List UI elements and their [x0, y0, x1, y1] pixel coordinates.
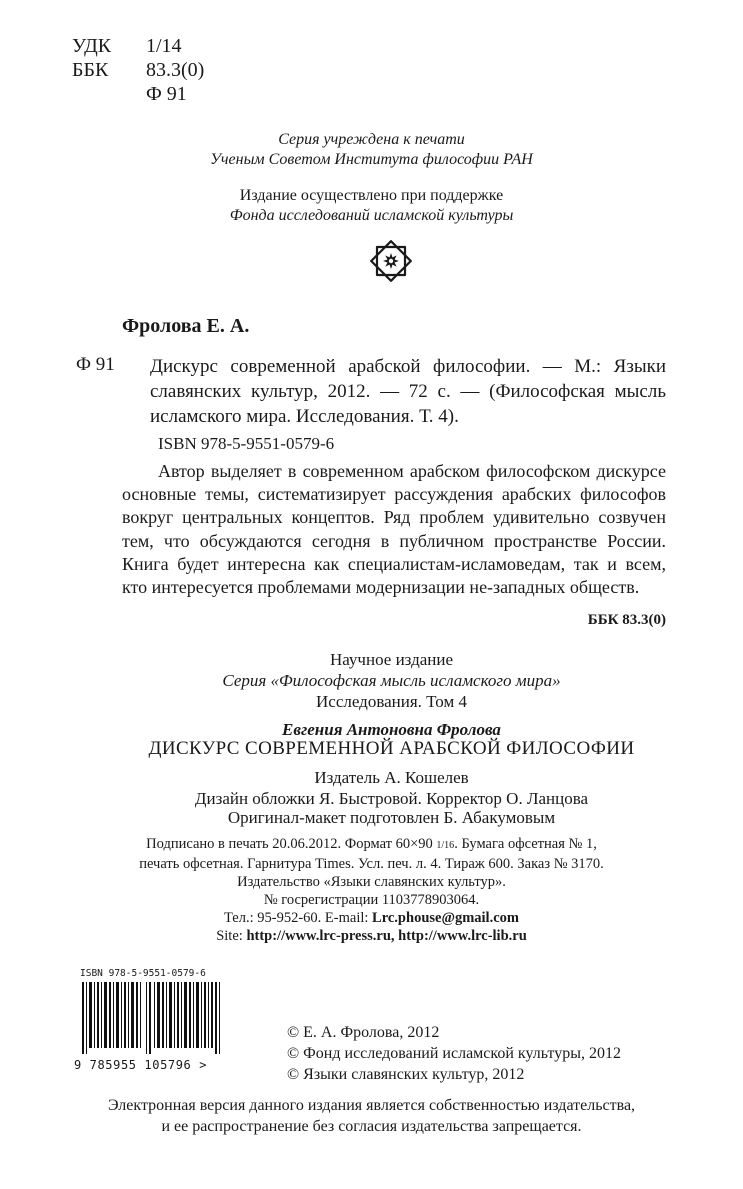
- series-note-line1: Серия учреждена к печати: [278, 131, 465, 148]
- support-note-line1: Издание осуществлено при поддержке: [239, 187, 504, 204]
- copyright-foundation: © Фонд исследований исламской культуры, 2012: [287, 1045, 621, 1062]
- site-link-press[interactable]: http://www.lrc-press.ru: [246, 928, 391, 944]
- email-link[interactable]: Lrc.phouse@gmail.com: [372, 910, 519, 926]
- technical-line2: печать офсетная. Гарнитура Times. Усл. печ. л. 4. Тираж 600. Заказ № 3170.: [139, 856, 604, 872]
- format-fraction: 1/16: [436, 840, 455, 851]
- technical-line1: [0, 835, 743, 855]
- barcode-icon: [80, 982, 222, 1054]
- udk-label: УДК: [72, 35, 112, 57]
- bbk-footer: ББК 83.3(0): [587, 612, 666, 628]
- site-link-lib[interactable]: http://www.lrc-lib.ru: [398, 928, 527, 944]
- series-note: [0, 130, 743, 170]
- phone-email-label: Тел.: 95-952-60. E-mail:: [224, 910, 373, 926]
- technical-line1-pre: Подписано в печать 20.06.2012. Формат 60×90: [146, 836, 433, 852]
- support-note: [0, 186, 743, 226]
- site-separator: ,: [390, 928, 399, 944]
- copyright-author: © Е. А. Фролова, 2012: [287, 1024, 440, 1041]
- author-heading: Фролова Е. А.: [122, 315, 250, 337]
- copyright-publisher: © Языки славянских культур, 2012: [287, 1066, 525, 1083]
- technical-sites: [0, 927, 743, 945]
- technical-line1-post: . Бумага офсетная № 1,: [454, 836, 597, 852]
- technical-line4: № госрегистрации 1103778903064.: [263, 892, 480, 908]
- udk-value: 1/14: [146, 35, 182, 57]
- author-mark-label: [72, 82, 146, 106]
- imprint-subseries: Исследования. Том 4: [316, 692, 467, 711]
- technical-line3: Издательство «Языки славянских культур».: [237, 874, 506, 890]
- imprint-design: Дизайн обложки Я. Быстровой. Корректор О. Ланцова: [194, 789, 589, 808]
- udk-row: [72, 34, 204, 58]
- imprint-layout: Оригинал-макет подготовлен Б. Абакумовым: [227, 808, 556, 827]
- imprint-publisher: Издатель А. Кошелев: [314, 768, 469, 787]
- classification-block: [72, 34, 204, 106]
- footer-line1: Электронная версия данного издания является собственностью издательства,: [107, 1097, 636, 1114]
- footer-notice: [0, 1095, 743, 1137]
- support-note-line2: Фонда исследований исламской культуры: [229, 207, 514, 224]
- bbk-row: [72, 58, 204, 82]
- copyright-block: [287, 1022, 621, 1085]
- footer-line2: и ее распространение без согласия издательства запрещается.: [161, 1118, 582, 1135]
- site-label: Site:: [216, 928, 247, 944]
- bibliographic-record: Дискурс современной арабской философии. — М.: Языки славянских культур, 2012. — 72 с. — (Философская мысль исламского мира. Исследования. Т. 4).: [150, 356, 666, 427]
- technical-contacts: [0, 909, 743, 927]
- eight-point-star-icon: [368, 238, 414, 284]
- imprint-type: Научное издание: [329, 650, 454, 669]
- catalog-code: Ф 91: [76, 354, 115, 375]
- annotation: Автор выделяет в современном арабском философском дискурсе основные темы, систематизирует рассуждения арабских философов вокруг центральных концептов. Ряд проблем удивительно созвучен тем, что обсуждаются сегодня в публичном пространстве России. Книга будет интересна как специалистам-исламоведам, так и всем, кто интересуется проблемами модернизации не-западных обществ.: [122, 461, 666, 598]
- barcode-digits: 9 785955 105796 >: [74, 1058, 208, 1072]
- barcode-isbn-text: ISBN 978-5-9551-0579-6: [80, 968, 206, 979]
- bbk-label: ББК: [72, 59, 109, 81]
- imprint-title: ДИСКУРС СОВРЕМЕННОЙ АРАБСКОЙ ФИЛОСОФИИ: [148, 738, 635, 759]
- imprint-author: Евгения Антоновна Фролова: [282, 720, 501, 739]
- bbk-value: 83.3(0): [146, 59, 205, 81]
- technical-block: [0, 835, 743, 945]
- author-mark-row: [72, 82, 204, 106]
- imprint-series: Серия «Философская мысль исламского мира»: [222, 671, 561, 690]
- isbn-line: ISBN 978-5-9551-0579-6: [158, 434, 335, 453]
- author-mark-value: Ф 91: [146, 83, 187, 105]
- series-note-line2: Ученым Советом Института философии РАН: [210, 151, 533, 168]
